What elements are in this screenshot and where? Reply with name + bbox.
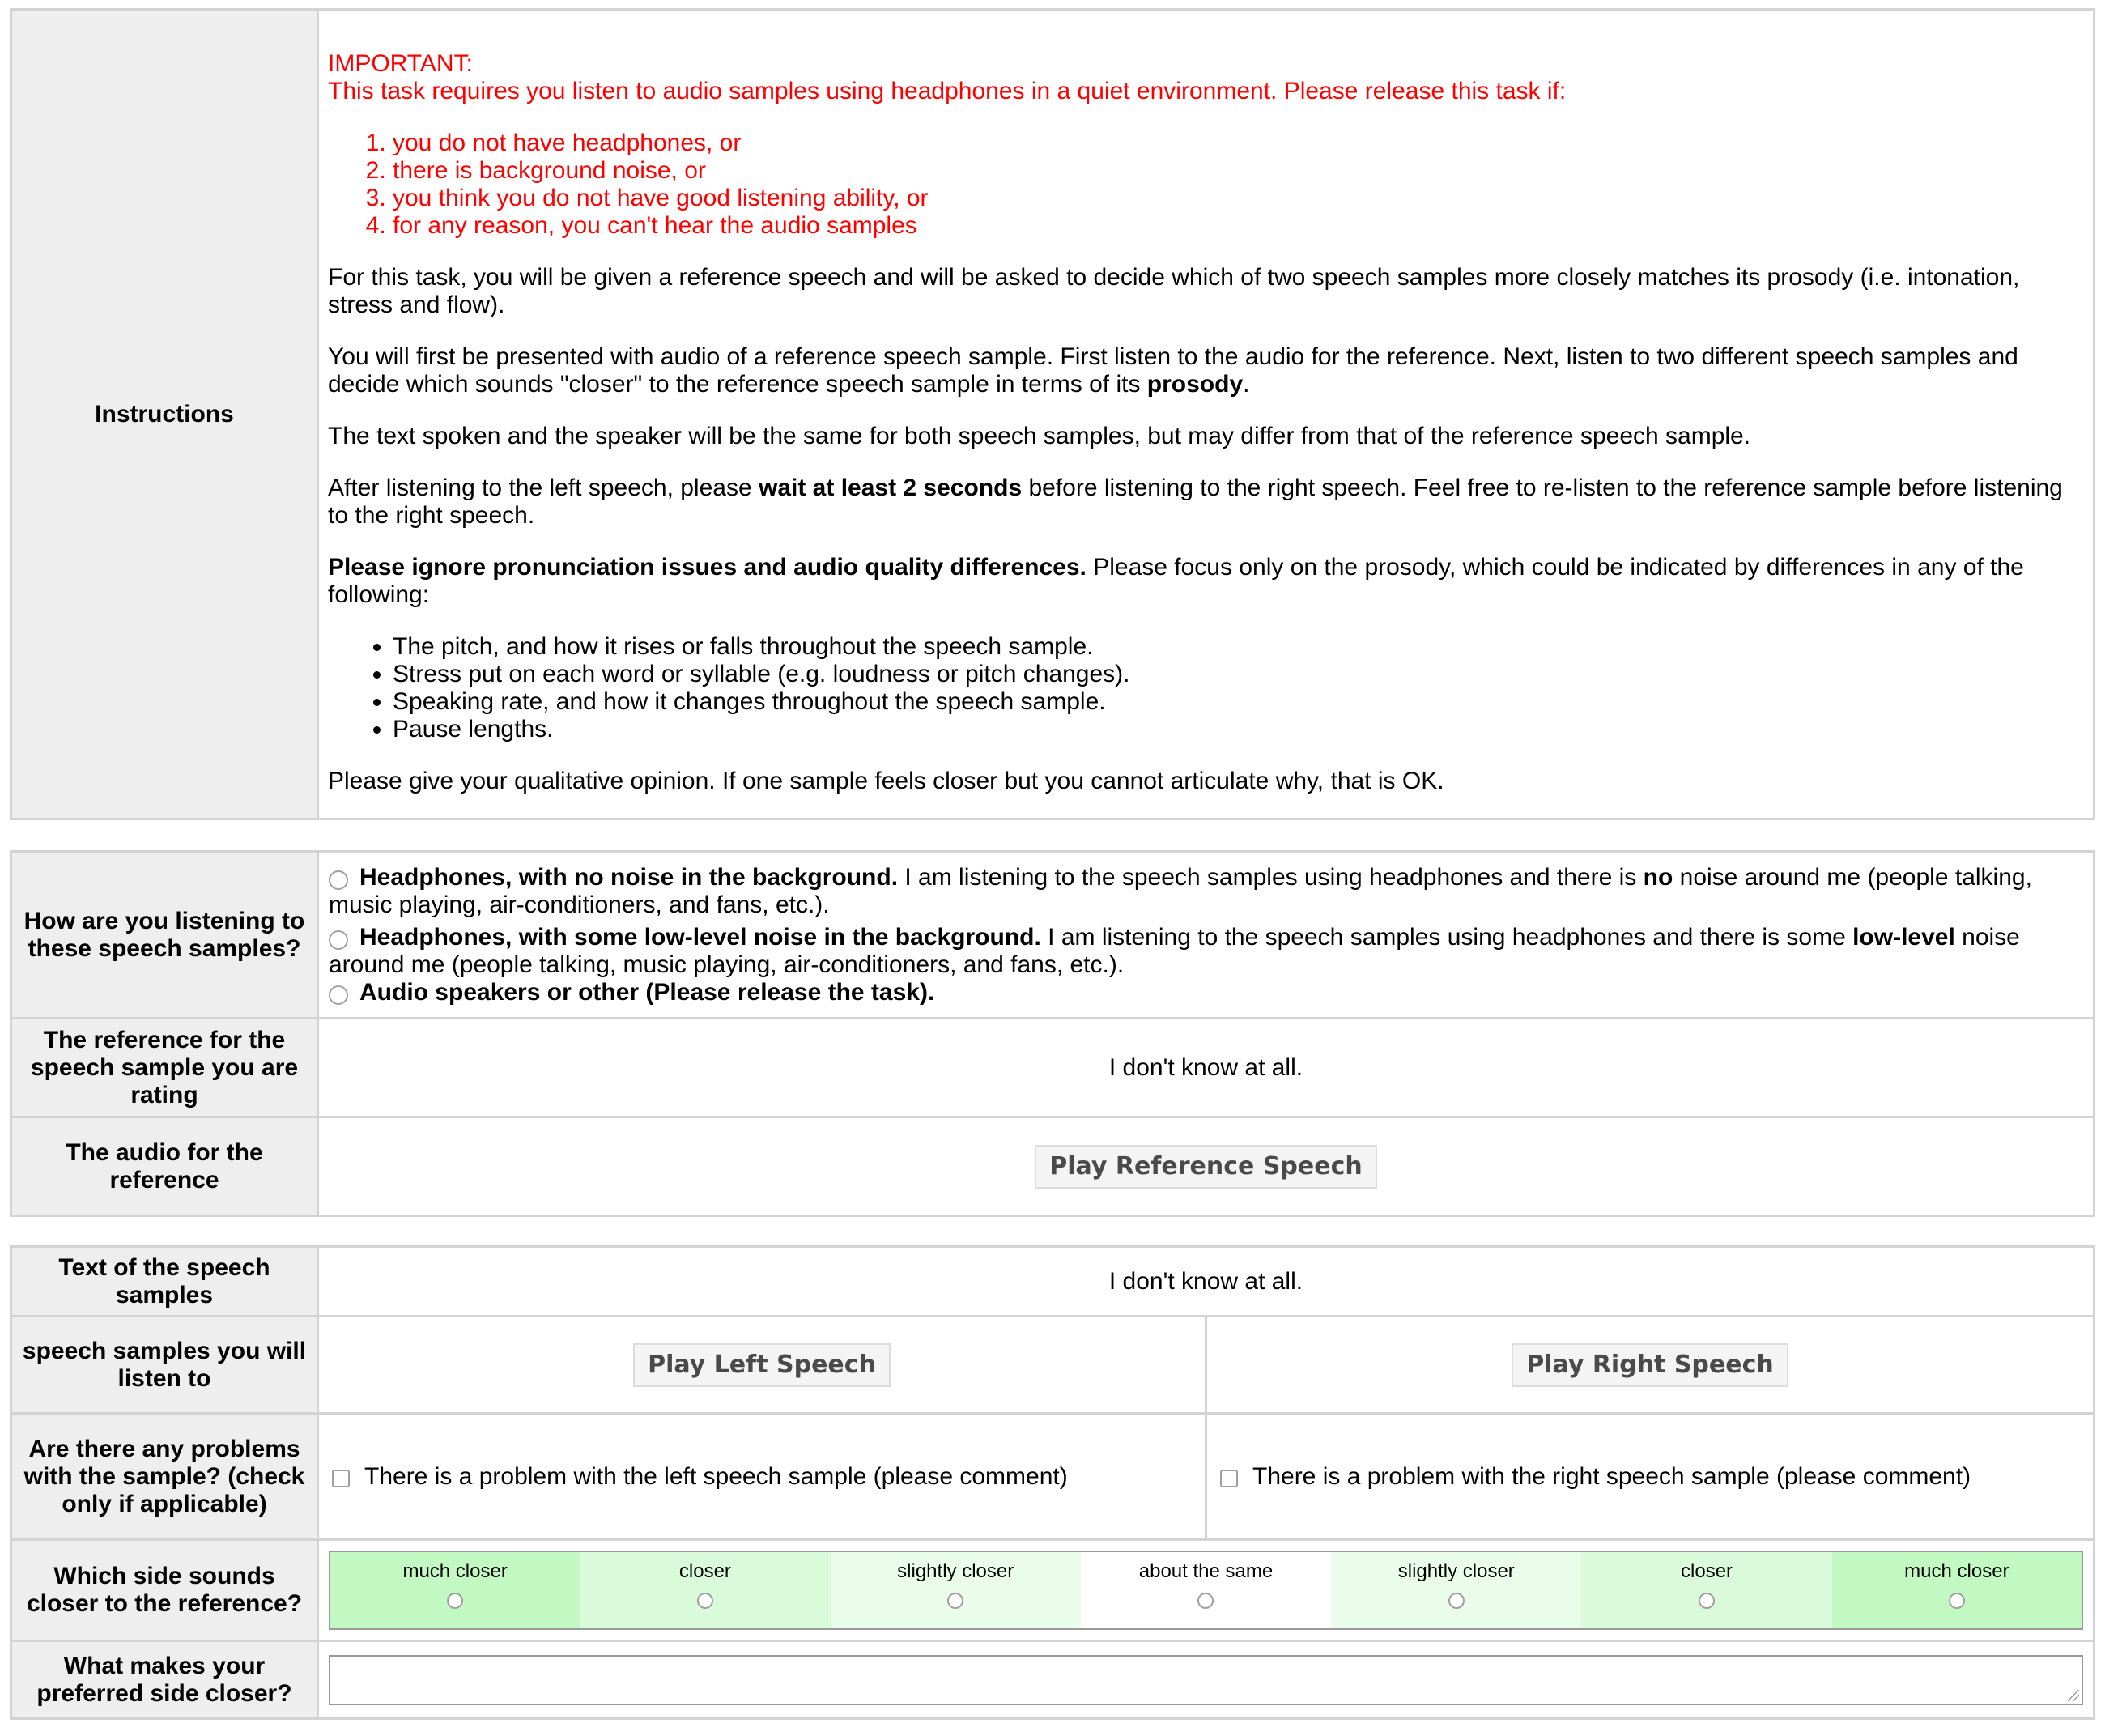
option-text: I am listening to the speech samples using headphones and there is bbox=[898, 863, 1644, 891]
bold-span: Please ignore pronunciation issues and audio quality differences. bbox=[328, 553, 1087, 581]
scale-radio[interactable] bbox=[697, 1593, 713, 1609]
release-reason: 1. you do not have headphones, or bbox=[393, 130, 2073, 157]
prosody-cue: • The pitch, and how it rises or falls throughout the speech sample. bbox=[393, 633, 2073, 661]
scale-option-left-much-closer[interactable] bbox=[330, 1551, 580, 1629]
resize-grip-icon[interactable] bbox=[2068, 1690, 2079, 1701]
problem-left-cell[interactable] bbox=[318, 1414, 1206, 1540]
play-right-button[interactable]: Play Right Speech bbox=[1512, 1343, 1788, 1387]
prosody-cue: • Speaking rate, and how it changes throughout the speech sample. bbox=[393, 688, 2073, 716]
text-span: After listening to the left speech, please bbox=[328, 474, 759, 501]
instructions-content bbox=[318, 10, 2094, 819]
instructions-label: Instructions bbox=[11, 10, 318, 819]
problems-label: Are there any problems with the sample? (check only if applicable) bbox=[11, 1414, 318, 1540]
problem-right-cell[interactable] bbox=[1206, 1414, 2094, 1540]
prosody-cues-list bbox=[328, 633, 2073, 743]
reference-text: I don't know at all. bbox=[318, 1019, 2094, 1117]
prosody-cue: • Pause lengths. bbox=[393, 716, 2073, 743]
problem-left-checkbox[interactable] bbox=[332, 1470, 350, 1487]
important-text: This task requires you listen to audio samples using headphones in a quiet environment. Please release this task if: bbox=[328, 77, 1567, 104]
samples-listen-label: speech samples you will listen to bbox=[11, 1317, 318, 1414]
option-title: Audio speakers or other (Please release the task). bbox=[359, 978, 935, 1006]
preference-scale bbox=[329, 1551, 2083, 1630]
preference-scale-cell bbox=[318, 1540, 2094, 1641]
listening-label: How are you listening to these speech samples? bbox=[11, 852, 318, 1019]
scale-radio[interactable] bbox=[1949, 1593, 1965, 1609]
release-reason: 4. for any reason, you can't hear the audio samples bbox=[393, 212, 2073, 240]
release-reason: 3. you think you do not have good listening ability, or bbox=[393, 185, 2073, 212]
radio-low-noise[interactable] bbox=[329, 930, 348, 950]
scale-label: much closer bbox=[1904, 1560, 2009, 1582]
text-span: Please focus only on the prosody, which could be indicated by differences in any of the following: bbox=[328, 553, 2024, 608]
samples-rating-table bbox=[10, 1245, 2095, 1720]
instructions-paragraph-3: The text spoken and the speaker will be the same for both speech samples, but may differ from that of the reference speech sample. bbox=[328, 422, 1751, 449]
samples-text: I don't know at all. bbox=[318, 1247, 2094, 1317]
reference-audio-label: The audio for the reference bbox=[11, 1117, 318, 1216]
scale-option-left-slightly-closer[interactable] bbox=[831, 1551, 1081, 1629]
radio-speakers[interactable] bbox=[329, 985, 348, 1005]
release-reason: 2. there is background noise, or bbox=[393, 157, 2073, 185]
instructions-paragraph-4 bbox=[328, 474, 2073, 530]
problem-right-text: There is a problem with the right speech sample (please comment) bbox=[1252, 1462, 1971, 1490]
why-textarea[interactable] bbox=[329, 1655, 2083, 1705]
option-title: Headphones, with some low-level noise in the background. bbox=[359, 923, 1041, 951]
scale-radio[interactable] bbox=[1699, 1593, 1715, 1609]
bold-span: prosody bbox=[1146, 370, 1244, 398]
problem-left-text: There is a problem with the left speech sample (please comment) bbox=[364, 1462, 1068, 1490]
option-emphasis: low-level bbox=[1852, 923, 1955, 951]
scale-label: slightly closer bbox=[1397, 1560, 1515, 1582]
option-title: Headphones, with no noise in the background. bbox=[359, 863, 899, 891]
listening-option-speakers[interactable] bbox=[329, 979, 2083, 1006]
scale-label: much closer bbox=[402, 1560, 508, 1582]
which-side-label: Which side sounds closer to the reference? bbox=[11, 1540, 318, 1641]
prosody-cue: • Stress put on each word or syllable (e.g. loudness or pitch changes). bbox=[393, 661, 2073, 688]
release-reasons-list bbox=[328, 130, 2073, 240]
bold-span: wait at least 2 seconds bbox=[759, 474, 1023, 501]
scale-label: about the same bbox=[1138, 1560, 1274, 1582]
scale-option-right-closer[interactable] bbox=[1581, 1551, 1831, 1629]
instructions-paragraph-6: Please give your qualitative opinion. If one sample feels closer but you cannot articulate why, that is OK. bbox=[328, 767, 1444, 794]
instructions-paragraph-2 bbox=[328, 343, 2073, 398]
play-left-button[interactable]: Play Left Speech bbox=[633, 1343, 891, 1387]
text-span: . bbox=[1243, 370, 1250, 398]
option-text: I am listening to the speech samples using headphones and there is some bbox=[1040, 923, 1853, 951]
scale-option-right-slightly-closer[interactable] bbox=[1331, 1551, 1581, 1629]
option-text: noise around me (people talking, music playing, air-conditioners, and fans, etc.). bbox=[329, 863, 2032, 918]
why-cell bbox=[318, 1641, 2094, 1719]
scale-radio[interactable] bbox=[1448, 1593, 1465, 1609]
instructions-table bbox=[10, 8, 2095, 820]
text-span: You will first be presented with audio of a reference speech sample. First listen to the audio for the reference. Next, listen to two different speech samples and decide which sounds "closer" to the reference speech sample in terms of its bbox=[328, 343, 2018, 398]
scale-label: closer bbox=[1681, 1560, 1733, 1582]
listening-reference-table bbox=[10, 850, 2095, 1217]
samples-text-label: Text of the speech samples bbox=[11, 1247, 318, 1317]
text-span: before listening to the right speech. Feel free to re-listen to the reference sample before listening to the right speech. bbox=[328, 474, 2063, 529]
scale-radio[interactable] bbox=[947, 1593, 963, 1609]
reference-audio-cell bbox=[318, 1117, 2094, 1216]
play-reference-button[interactable]: Play Reference Speech bbox=[1035, 1145, 1376, 1189]
left-audio-cell bbox=[318, 1317, 1206, 1414]
important-heading: IMPORTANT: bbox=[328, 49, 473, 77]
why-label: What makes your preferred side closer? bbox=[11, 1641, 318, 1719]
listening-options bbox=[318, 852, 2094, 1019]
radio-no-noise[interactable] bbox=[329, 870, 348, 890]
right-audio-cell bbox=[1206, 1317, 2094, 1414]
instructions-paragraph-1: For this task, you will be given a reference speech and will be asked to decide which of two speech samples more closely matches its prosody (i.e. intonation, stress and flow). bbox=[328, 263, 2020, 318]
option-text: noise around me (people talking, music playing, air-conditioners, and fans, etc.). bbox=[329, 923, 2020, 978]
scale-option-left-closer[interactable] bbox=[580, 1551, 830, 1629]
scale-label: slightly closer bbox=[897, 1560, 1014, 1582]
scale-radio[interactable] bbox=[447, 1593, 463, 1609]
problem-right-checkbox[interactable] bbox=[1220, 1470, 1238, 1487]
scale-radio[interactable] bbox=[1197, 1593, 1214, 1609]
listening-option-no-noise[interactable] bbox=[329, 864, 2083, 919]
scale-option-about-the-same[interactable] bbox=[1081, 1551, 1331, 1629]
reference-label: The reference for the speech sample you are rating bbox=[11, 1019, 318, 1117]
instructions-paragraph-5 bbox=[328, 554, 2073, 609]
scale-option-right-much-closer[interactable] bbox=[1832, 1551, 2082, 1629]
listening-option-low-noise[interactable] bbox=[329, 924, 2083, 979]
option-emphasis: no bbox=[1643, 863, 1673, 891]
scale-label: closer bbox=[678, 1560, 731, 1582]
